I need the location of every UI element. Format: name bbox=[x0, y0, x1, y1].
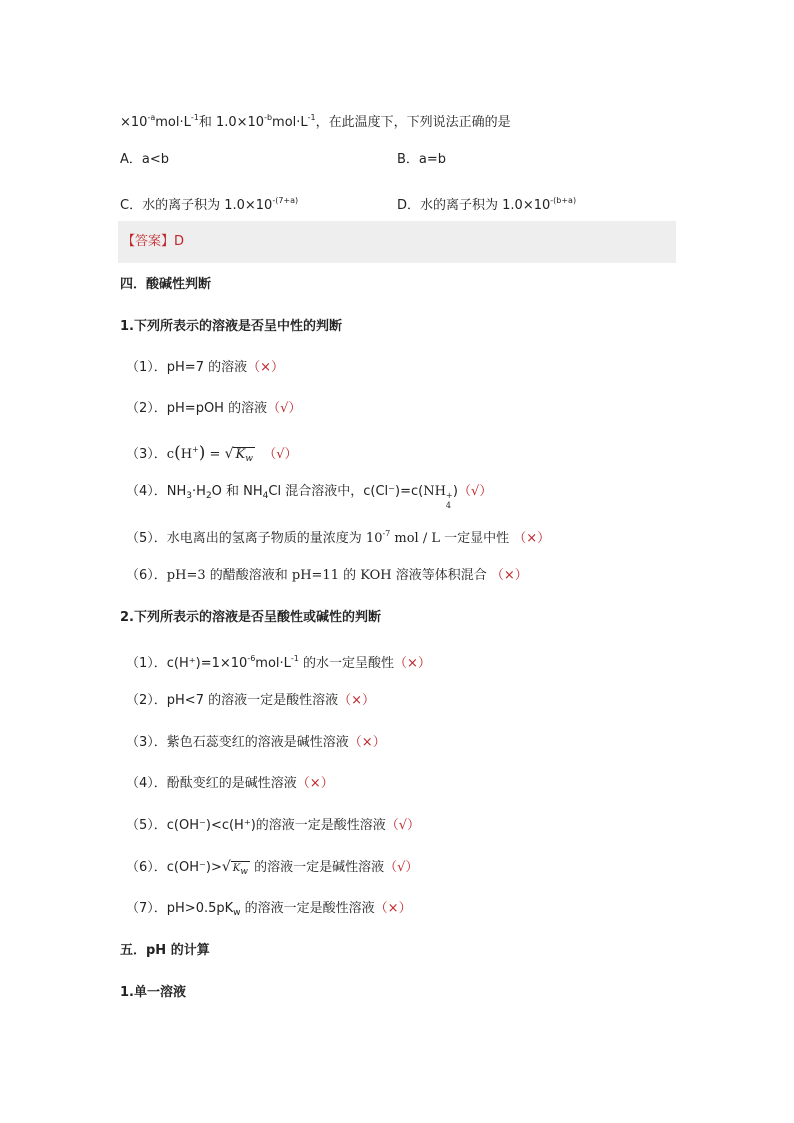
s4-1-item-2 bbox=[126, 400, 301, 418]
s4-2-item-1 bbox=[126, 650, 431, 673]
nh: NH bbox=[423, 484, 446, 499]
formula-c-h: c(H+) = √ $K_w$ bbox=[166, 443, 253, 464]
ph3: pH=3 bbox=[166, 568, 206, 583]
formula-h: H bbox=[180, 447, 193, 462]
t-a: c(H⁺)=1×10 bbox=[166, 656, 248, 671]
item-text: 紫色石蕊变红的溶液是碱性溶液 bbox=[166, 735, 349, 750]
stem-exp-b: -b bbox=[264, 113, 273, 122]
option-c-text: C．水的离子积为 1.0×10 bbox=[120, 198, 273, 213]
t-sub3: 3 bbox=[186, 491, 193, 501]
item-num: （6）． bbox=[126, 860, 167, 875]
section-5-title: 五．pH 的计算 bbox=[120, 943, 210, 958]
s4-2-item-2 bbox=[126, 692, 375, 710]
item-text: pH=7 的溶液 bbox=[166, 360, 248, 375]
sub: w bbox=[233, 908, 241, 918]
t-b: 的溶液一定是碱性溶液 bbox=[249, 860, 385, 875]
check-mark: （√） bbox=[267, 401, 302, 416]
item-text: pH=pOH 的溶液 bbox=[166, 401, 268, 416]
item-num: （2）． bbox=[126, 401, 167, 416]
item-num: （5）． bbox=[126, 818, 167, 833]
sqrt-icon: √ bbox=[224, 446, 234, 462]
option-c bbox=[120, 192, 298, 215]
option-d bbox=[397, 192, 576, 215]
val: 10 bbox=[365, 531, 383, 546]
option-c-exp: -(7+a) bbox=[272, 196, 299, 205]
item-num: （3）． bbox=[126, 447, 167, 462]
check-mark: （√） bbox=[385, 818, 421, 833]
cross-mark: （×） bbox=[394, 656, 431, 671]
item-num: （4）． bbox=[126, 484, 167, 499]
section-4-sub2-title: 2.下列所表示的溶液是否呈酸性或碱性的判断 bbox=[120, 610, 381, 625]
item-num: （1）． bbox=[126, 656, 167, 671]
stem-unit-exp-2: -1 bbox=[307, 113, 316, 122]
option-a: A．a<b bbox=[120, 152, 170, 167]
cross-mark: （×） bbox=[247, 360, 285, 375]
item-num: （4）． bbox=[126, 776, 167, 791]
t-d: Cl 混合溶液中，c(Cl⁻)=c( bbox=[268, 484, 424, 499]
t-b: 的 bbox=[338, 568, 361, 583]
cross-mark: （×） bbox=[338, 693, 376, 708]
formula-eq: = bbox=[205, 447, 225, 462]
exp2: -1 bbox=[290, 654, 299, 663]
t-a: c(OH⁻)> bbox=[166, 860, 222, 875]
s4-2-item-3 bbox=[126, 734, 386, 752]
stem-suffix: ，在此温度下，下列说法正确的是 bbox=[315, 115, 511, 130]
section-4-sub1-title: 1.下列所表示的溶液是否呈中性的判断 bbox=[120, 319, 342, 334]
t-c: 溶液等体积混合 bbox=[391, 568, 487, 583]
s4-2-item-6 bbox=[126, 858, 418, 879]
answer-value: D bbox=[174, 234, 185, 249]
stem-prefix: ×10 bbox=[120, 115, 148, 130]
cross-mark: （×） bbox=[348, 735, 386, 750]
question-stem bbox=[120, 109, 511, 132]
t-b: ·H bbox=[192, 484, 206, 499]
item-text: 酚酞变红的是碱性溶液 bbox=[166, 776, 297, 791]
t-sub2: 2 bbox=[205, 491, 212, 501]
item-num: （5）． bbox=[126, 531, 167, 546]
t-c: O 和 NH bbox=[211, 484, 263, 499]
sqrt-kw bbox=[231, 861, 250, 879]
t-a: 水电离出的氢离子物质的量浓度为 bbox=[166, 531, 366, 546]
answer-label: 【答案】 bbox=[122, 234, 175, 249]
formula-plus: + bbox=[192, 445, 199, 454]
nh-sub: 4 bbox=[445, 501, 451, 510]
s4-1-item-3 bbox=[126, 441, 297, 466]
cross-mark: （×） bbox=[374, 901, 412, 916]
t-b: 一定显中性 bbox=[440, 531, 510, 546]
s4-2-item-5 bbox=[126, 817, 420, 835]
item-num: （6）． bbox=[126, 568, 167, 583]
item-text: pH<7 的溶液一定是酸性溶液 bbox=[166, 693, 339, 708]
k: K bbox=[232, 863, 241, 874]
stem-and: 和 1.0×10 bbox=[198, 115, 265, 130]
cross-mark: （×） bbox=[490, 568, 528, 583]
t-b: mol·L bbox=[255, 656, 291, 671]
answer bbox=[122, 233, 184, 251]
option-d-exp: -(b+a) bbox=[550, 196, 577, 205]
w: w bbox=[240, 867, 248, 877]
val-exp: -7 bbox=[382, 529, 391, 538]
option-b: B．a=b bbox=[397, 152, 447, 167]
cross-mark: （×） bbox=[296, 776, 334, 791]
sqrt-icon: √ bbox=[221, 859, 231, 875]
item-text: c(OH⁻)<c(H⁺)的溶液一定是酸性溶液 bbox=[166, 818, 386, 833]
check-mark: （√） bbox=[384, 860, 419, 875]
s4-1-item-4 bbox=[126, 483, 493, 510]
sqrt-kw bbox=[233, 447, 254, 466]
unit: mol / L bbox=[390, 531, 440, 546]
s4-2-item-7 bbox=[126, 900, 412, 922]
formula-k: K bbox=[235, 447, 246, 462]
section-4-title: 四．酸碱性判断 bbox=[120, 277, 212, 292]
t-a: NH bbox=[166, 484, 187, 499]
cross-mark: （×） bbox=[513, 531, 551, 546]
answer-box bbox=[118, 221, 676, 263]
item-num: （7）． bbox=[126, 901, 167, 916]
stem-unit-2: mol·L bbox=[272, 115, 308, 130]
nh-sup: + bbox=[445, 491, 453, 500]
formula-w: w bbox=[245, 454, 253, 464]
t-c: 的水一定呈酸性 bbox=[298, 656, 395, 671]
s4-1-item-5 bbox=[126, 525, 550, 548]
item-num: （1）． bbox=[126, 360, 167, 375]
check-mark: （√） bbox=[457, 484, 493, 499]
item-num: （2）． bbox=[126, 693, 167, 708]
option-d-text: D．水的离子积为 1.0×10 bbox=[397, 198, 551, 213]
item-num: （3）． bbox=[126, 735, 167, 750]
stem-exp-a: -a bbox=[147, 113, 156, 122]
s4-1-item-6 bbox=[126, 567, 528, 585]
s4-2-item-4 bbox=[126, 775, 334, 793]
ph11: pH=11 bbox=[291, 568, 339, 583]
check-mark: （√） bbox=[263, 447, 298, 462]
nh4-ion bbox=[423, 484, 453, 510]
formula-c: c bbox=[166, 447, 175, 462]
t-a: pH>0.5pK bbox=[166, 901, 234, 916]
exp: -6 bbox=[247, 654, 256, 663]
koh: KOH bbox=[360, 568, 392, 583]
stem-unit-exp: -1 bbox=[190, 113, 199, 122]
t-a: 的醋酸溶液和 bbox=[205, 568, 292, 583]
s4-1-item-1 bbox=[126, 359, 284, 377]
stem-unit: mol·L bbox=[155, 115, 191, 130]
t-b: 的溶液一定是酸性溶液 bbox=[240, 901, 375, 916]
t-e: ) bbox=[452, 484, 458, 499]
section-5-sub1-title: 1.单一溶液 bbox=[120, 985, 186, 1000]
t-sub4: 4 bbox=[262, 491, 269, 501]
